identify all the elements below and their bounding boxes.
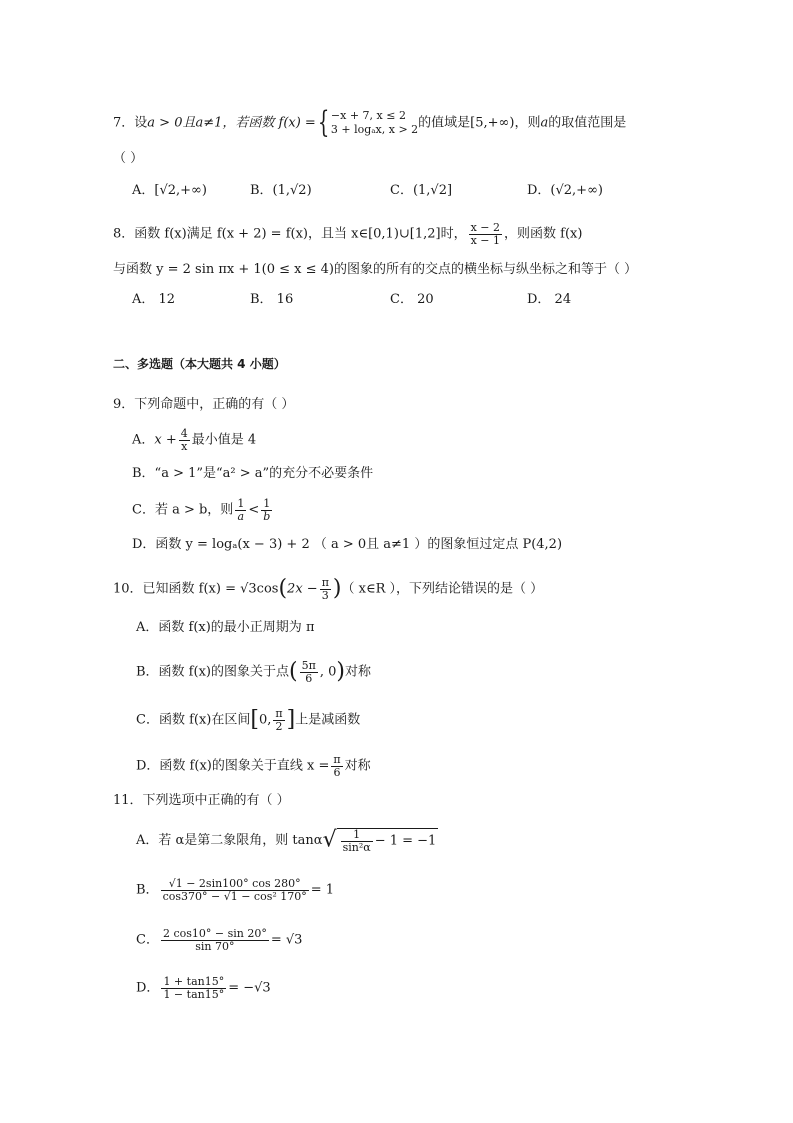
- q11-b-pre: B．: [136, 882, 159, 898]
- q10-paren-open: (: [278, 576, 288, 602]
- q11-c-den: sin 70°: [195, 939, 235, 953]
- q10-d-frac: [331, 754, 342, 778]
- q8-numerator: x − 2: [470, 221, 501, 234]
- q10-c-num: π: [275, 707, 283, 720]
- q9-c-frac2: [261, 498, 272, 522]
- q10-stem-num: π: [321, 576, 329, 589]
- q7-brace: {: [317, 105, 330, 140]
- q11-d-num: 1 + tan15°: [163, 975, 225, 988]
- q11-c-pre: C．: [136, 932, 159, 948]
- q11-option-d: [136, 976, 271, 1000]
- q10-b-den: 6: [305, 671, 313, 685]
- q10-d-tail: 对称: [344, 758, 371, 774]
- q10-option-c: [136, 708, 360, 732]
- q7-cases: [331, 109, 418, 137]
- q9-a-den: x: [181, 439, 188, 453]
- q9-a-post: 最小值是 4: [191, 432, 257, 448]
- section-title-multi-choice: 二、多选题（本大题共 4 小题）: [113, 357, 286, 371]
- q11-d-post: = −√3: [228, 980, 271, 996]
- q8-fraction: [469, 222, 502, 246]
- q7-stem: [113, 105, 627, 140]
- q10-stem: [113, 577, 543, 601]
- q8-line1-a: 8．函数 f(x)满足 f(x + 2) = f(x)，且当 x∈[0,1)∪[1,2]时，: [113, 226, 467, 242]
- q10-d-den: 6: [333, 765, 341, 779]
- q9-c-frac1: [235, 498, 246, 522]
- q9-a-pre: A．: [132, 432, 155, 448]
- q8-line1-b: ，则函数 f(x): [504, 226, 583, 242]
- q10-b-paren-close: ): [336, 659, 345, 685]
- q8-stem-line1: [113, 222, 582, 246]
- q11-d-pre: D．: [136, 980, 160, 996]
- q7-tail: 的取值范围是: [548, 115, 627, 131]
- q10-d-num: π: [333, 753, 341, 766]
- q9-c-d2: b: [263, 509, 271, 523]
- q8-option-a: A． 12: [132, 292, 176, 307]
- q8-option-d: D． 24: [527, 292, 572, 307]
- q9-a-num: 4: [180, 427, 188, 440]
- q11-option-a: [136, 828, 438, 853]
- q10-b-tail: 对称: [344, 664, 371, 680]
- q9-c-n2: 1: [261, 498, 272, 511]
- q7-case1: −x + 7, x ≤ 2: [330, 109, 406, 123]
- q9-stem: 9．下列命题中，正确的有（ ）: [113, 397, 295, 412]
- q11-a-den: sin²α: [342, 840, 371, 854]
- q11-d-frac: [161, 976, 226, 1000]
- q11-c-num: 2 cos10° − sin 20°: [162, 927, 267, 940]
- q8-denominator: x − 1: [470, 233, 501, 247]
- q11-a-num: 1: [341, 829, 373, 842]
- q11-stem: 11．下列选项中正确的有（ ）: [113, 793, 290, 808]
- q10-c-frac: [273, 708, 284, 732]
- q10-stem-in: 2x −: [287, 581, 318, 597]
- q9-option-c: [132, 498, 274, 522]
- q7-lead: 7．设: [113, 115, 148, 131]
- q11-a-post: − 1 = −1: [374, 833, 437, 849]
- q11-d-den: 1 − tan15°: [163, 987, 225, 1001]
- q7-case2: 3 + logₐx, x > 2: [330, 123, 419, 136]
- q10-stem-den: 3: [321, 588, 329, 602]
- q9-option-b: B．“a > 1”是“a² > a”的充分不必要条件: [132, 466, 374, 481]
- q10-c-in: 0,: [258, 712, 272, 728]
- q11-a-pre: A．若 α是第二象限角，则 tanα: [136, 833, 323, 849]
- q11-b-den: cos370° − √1 − cos² 170°: [162, 889, 307, 903]
- q7-function: f(x) =: [278, 115, 316, 131]
- q11-c-post: = √3: [270, 932, 303, 948]
- q9-a-x: x +: [154, 432, 177, 448]
- q7-range: 的值域是[5,+∞)，则: [418, 115, 541, 131]
- q10-option-d: [136, 754, 371, 778]
- q10-b-pre: B．函数 f(x)的图象关于点: [136, 664, 289, 680]
- q7-option-a: A．[√2,+∞): [132, 183, 207, 198]
- q7-option-d: D．(√2,+∞): [527, 183, 603, 198]
- q11-a-sqrt-body: [337, 828, 439, 853]
- q9-option-a: [132, 428, 256, 452]
- q10-c-bracket-close: ]: [286, 707, 296, 733]
- q10-c-tail: 上是减函数: [295, 712, 361, 728]
- q7-cond: a > 0且a≠1，若函数: [147, 115, 275, 131]
- q11-a-frac: [341, 829, 373, 853]
- q7-answer-paren: （ ）: [113, 151, 144, 166]
- q9-c-lt: <: [248, 502, 260, 518]
- q11-a-sqrt-sign: √: [322, 827, 337, 853]
- q8-stem-line2: 与函数 y = 2 sin πx + 1(0 ≤ x ≤ 4)的图象的所有的交点的横坐标与纵坐标之和等于（ ）: [113, 262, 638, 277]
- q11-option-c: [136, 928, 302, 952]
- q10-stem-a: 10．已知函数 f(x) = √3cos: [113, 581, 279, 597]
- q10-option-b: [136, 660, 371, 684]
- q11-c-frac: [161, 928, 269, 952]
- q10-c-bracket-open: [: [250, 707, 259, 733]
- q10-paren-close: ): [332, 576, 342, 602]
- q9-c-pre: C．若 a > b，则: [132, 502, 234, 518]
- q7-alpha: a: [540, 115, 549, 131]
- q9-c-d1: a: [237, 509, 245, 523]
- q7-option-c: C．(1,√2]: [390, 183, 453, 198]
- q10-d-pre: D．函数 f(x)的图象关于直线 x =: [136, 758, 330, 774]
- q11-b-post: = 1: [310, 882, 335, 898]
- q9-c-n1: 1: [237, 497, 245, 510]
- q10-stem-b: （ x∈R ），下列结论错误的是（ ）: [341, 581, 544, 597]
- q8-option-b: B． 16: [250, 292, 294, 307]
- q10-b-num: 5π: [301, 659, 316, 672]
- q7-option-b: B．(1,√2): [250, 183, 312, 198]
- q11-b-num: √1 − 2sin100° cos 280°: [161, 878, 309, 891]
- q9-a-fraction: [179, 428, 190, 452]
- q10-b-post: , 0: [319, 664, 337, 680]
- q10-c-den: 2: [275, 719, 283, 733]
- q10-option-a: A．函数 f(x)的最小正周期为 π: [136, 620, 315, 635]
- q10-b-frac: [300, 660, 318, 684]
- q10-c-pre: C．函数 f(x)在区间: [136, 712, 251, 728]
- q9-option-d: D．函数 y = logₐ(x − 3) + 2 （ a > 0且 a≠1 ）的图象恒过定点 P(4,2): [132, 537, 563, 552]
- q10-stem-frac: [320, 577, 331, 601]
- q11-option-b: [136, 878, 334, 902]
- q10-b-paren-open: (: [288, 659, 298, 685]
- q11-b-frac: [161, 878, 309, 902]
- q8-option-c: C． 20: [390, 292, 434, 307]
